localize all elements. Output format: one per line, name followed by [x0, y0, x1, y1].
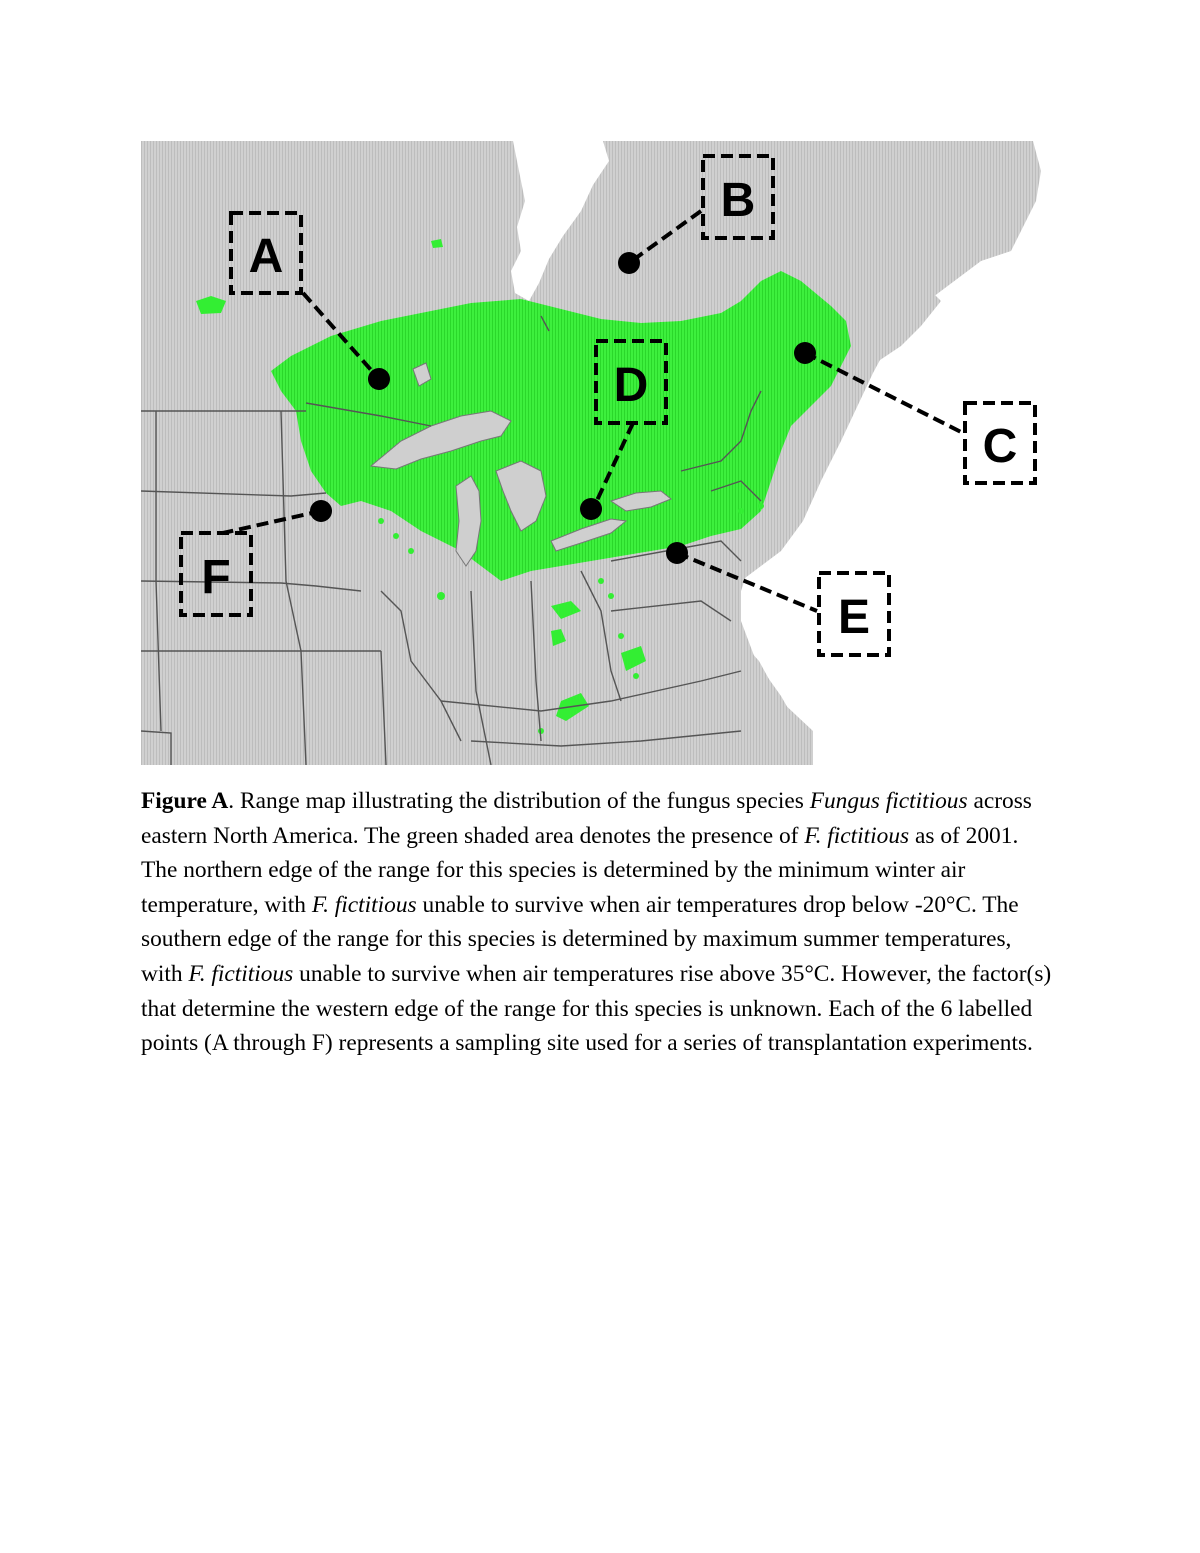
- figure-caption: [141, 784, 1056, 1061]
- range-dot: [408, 548, 414, 554]
- range-dot: [633, 673, 639, 679]
- site-label-d: D: [613, 359, 649, 412]
- caption-text: across eastern North America. The green shaded area denotes the presence of: [141, 788, 1032, 849]
- site-label-a: A: [248, 230, 284, 283]
- caption-text: as of 2001. The northern edge of the range for this species is determined by the minimum winter air temperature, with: [141, 822, 1019, 918]
- range-dot: [618, 633, 624, 639]
- site-dot-c: [794, 342, 816, 364]
- caption-text: unable to survive when air temperatures rise above 35°C. However, the factor(s) that determine the western edge of the range for this species is unknown. Each of the 6 labelled points (A through F) represents a sampling site used for a series of transplantation experiments.: [141, 960, 1052, 1057]
- range-dot: [393, 533, 399, 539]
- figure-label: Figure A: [141, 788, 229, 814]
- species-name: F. fictitious: [188, 960, 294, 987]
- range-dot: [598, 578, 604, 584]
- site-label-f: F: [201, 551, 231, 604]
- site-label-b: B: [720, 174, 756, 227]
- caption-text: . Range map illustrating the distribution of the fungus species: [228, 788, 810, 814]
- site-label-e: E: [837, 591, 871, 644]
- species-name: F. fictitious: [311, 891, 417, 918]
- caption-text: unable to survive when air temperatures drop below -20°C. The southern edge of the range for this species is determined by maximum summer temperatures, with: [141, 891, 1019, 987]
- species-name: Fungus fictitious: [809, 788, 968, 814]
- site-dot-d: [580, 498, 602, 520]
- site-dot-a: [368, 368, 390, 390]
- range-dot: [738, 508, 744, 514]
- site-dot-e: [666, 542, 688, 564]
- site-dot-b: [618, 252, 640, 274]
- site-label-c: C: [982, 420, 1018, 473]
- range-map: [141, 141, 1049, 765]
- range-dot: [608, 593, 614, 599]
- range-dot: [758, 503, 764, 509]
- range-dot: [437, 592, 445, 600]
- site-dot-f: [310, 500, 332, 522]
- range-dot: [378, 518, 384, 524]
- species-name: F. fictitious: [804, 822, 910, 849]
